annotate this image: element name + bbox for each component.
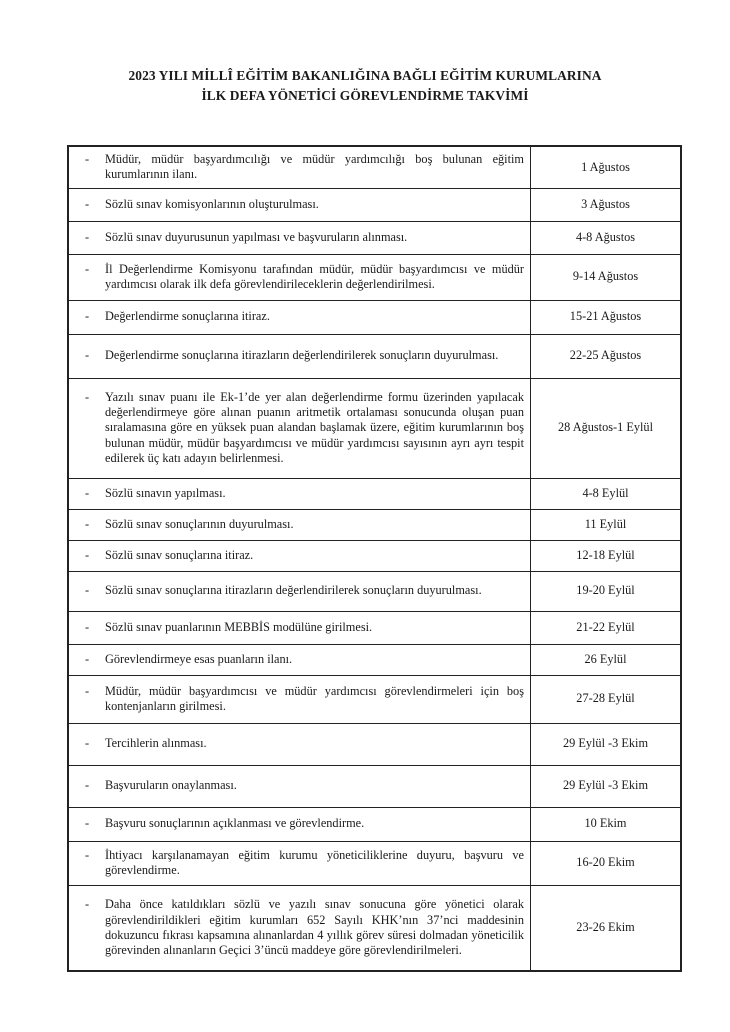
title-line-1: 2023 YILI MİLLÎ EĞİTİM BAKANLIĞINA BAĞLI EĞİTİM KURUMLARINA	[128, 68, 602, 83]
date-cell: 3 Ağustos	[531, 188, 682, 221]
activity-cell	[68, 300, 531, 334]
table-row	[68, 334, 681, 378]
activity-text: Sözlü sınav sonuçlarına itiraz.	[105, 547, 254, 562]
table-row	[68, 723, 681, 765]
activity-text: Sözlü sınav sonuçlarının duyurulması.	[105, 516, 294, 531]
activity-cell	[68, 188, 531, 221]
activity-cell	[68, 540, 531, 571]
date-cell: 9-14 Ağustos	[531, 254, 682, 300]
date-cell: 4-8 Ağustos	[531, 221, 682, 254]
table-row	[68, 807, 681, 841]
activity-cell	[68, 378, 531, 478]
table-row	[68, 378, 681, 478]
date-cell: 4-8 Eylül	[531, 478, 682, 509]
activity-text: Değerlendirme sonuçlarına itirazların değerlendirilerek sonuçların duyurulması.	[105, 348, 499, 363]
activity-cell	[68, 885, 531, 971]
activity-cell	[68, 841, 531, 885]
activity-text: İhtiyacı karşılanamayan eğitim kurumu yöneticiliklerine duyuru, başvuru ve görevlendirme.	[105, 847, 524, 878]
activity-content	[69, 543, 530, 568]
date-cell: 10 Ekim	[531, 807, 682, 841]
activity-text: Müdür, müdür başyardımcılığı ve müdür yardımcılığı boş bulunan eğitim kurumlarının ilanı.	[105, 152, 524, 182]
activity-content	[69, 225, 530, 250]
bullet-dash: -	[84, 897, 90, 912]
table-row	[68, 300, 681, 334]
activity-content	[69, 647, 530, 672]
activity-content	[69, 512, 530, 537]
bullet-dash: -	[84, 516, 90, 531]
activity-text: Sözlü sınav duyurusunun yapılması ve başvuruların alınması.	[105, 229, 408, 244]
activity-cell	[68, 478, 531, 509]
activity-text: Sözlü sınav komisyonlarının oluşturulması.	[105, 196, 319, 211]
activity-cell	[68, 644, 531, 675]
date-cell: 1 Ağustos	[531, 146, 682, 188]
activity-content	[69, 385, 530, 471]
bullet-dash: -	[84, 229, 90, 244]
bullet-dash: -	[84, 583, 90, 598]
activity-content	[69, 578, 530, 603]
bullet-dash: -	[84, 389, 90, 404]
schedule-table	[67, 145, 682, 972]
activity-text: Değerlendirme sonuçlarına itiraz.	[105, 309, 270, 324]
table-row	[68, 611, 681, 644]
activity-content	[69, 892, 530, 963]
bullet-dash: -	[84, 778, 90, 793]
activity-cell	[68, 807, 531, 841]
bullet-dash: -	[84, 547, 90, 562]
activity-text: Tercihlerin alınması.	[105, 736, 207, 751]
table-row	[68, 221, 681, 254]
table-row	[68, 509, 681, 540]
activity-text: İl Değerlendirme Komisyonu tarafından müdür, müdür başyardımcısı ve müdür yardımcısı olarak ilk defa görevlendirileceklerin değerlendirilmesi.	[105, 261, 524, 292]
table-row	[68, 254, 681, 300]
activity-text: Başvuruların onaylanması.	[105, 778, 237, 793]
table-row	[68, 841, 681, 885]
activity-text: Müdür, müdür başyardımcısı ve müdür yardımcısı görevlendirmeleri için boş kontenjanların girilmesi.	[105, 683, 524, 714]
activity-text: Daha önce katıldıkları sözlü ve yazılı sınav sonucuna göre yönetici olarak görevlendirildikleri eğitim kurumları 652 Sayılı KHK’nın 37’nci maddesinin dokuzuncu fıkrası kapsamına alınanlardan 4 yıllık görev süresi dolmadan yöneticilik görevinden alınanların Geçici 3’üncü maddeye göre görevlendirilmeleri.	[105, 897, 524, 958]
document-title	[0, 66, 730, 106]
activity-content	[69, 147, 530, 188]
date-cell: 11 Eylül	[531, 509, 682, 540]
bullet-dash: -	[84, 651, 90, 666]
activity-content	[69, 192, 530, 217]
date-cell: 26 Eylül	[531, 644, 682, 675]
table-row	[68, 478, 681, 509]
date-cell: 28 Ağustos-1 Eylül	[531, 378, 682, 478]
activity-cell	[68, 723, 531, 765]
bullet-dash: -	[84, 619, 90, 634]
date-cell: 19-20 Eylül	[531, 571, 682, 611]
bullet-dash: -	[84, 261, 90, 276]
bullet-dash: -	[84, 309, 90, 324]
activity-cell	[68, 571, 531, 611]
activity-content	[69, 731, 530, 756]
activity-cell	[68, 334, 531, 378]
date-cell: 21-22 Eylül	[531, 611, 682, 644]
bullet-dash: -	[84, 847, 90, 862]
activity-text: Başvuru sonuçlarının açıklanması ve görevlendirme.	[105, 816, 365, 831]
activity-cell	[68, 611, 531, 644]
bullet-dash: -	[84, 348, 90, 363]
activity-cell	[68, 765, 531, 807]
activity-content	[69, 615, 530, 640]
bullet-dash: -	[84, 485, 90, 500]
activity-text: Yazılı sınav puanı ile Ek-1’de yer alan değerlendirme formu üzerinden yapılacak değerlendirmeye göre alınan puanın aritmetik ortalaması sonucunda oluşan puan sıralamasına göre en yüksek puan alandan başlamak üzere, eğitim kurumlarının boş bulunan müdür, müdür başyardımcısı ve müdür yardımcısı sayısının ayrı ayrı tespit edilerek üç katı adayın belirlenmesi.	[105, 389, 524, 466]
bullet-dash: -	[84, 736, 90, 751]
activity-text: Sözlü sınav puanlarının MEBBİS modülüne girilmesi.	[105, 619, 373, 634]
date-cell: 15-21 Ağustos	[531, 300, 682, 334]
activity-text: Sözlü sınav sonuçlarına itirazların değerlendirilerek sonuçların duyurulması.	[105, 583, 482, 598]
table-row	[68, 540, 681, 571]
table-row	[68, 146, 681, 188]
date-cell: 27-28 Eylül	[531, 675, 682, 723]
activity-text: Sözlü sınavın yapılması.	[105, 485, 226, 500]
schedule-table-body	[68, 146, 681, 971]
activity-content	[69, 843, 530, 884]
title-line-2: İLK DEFA YÖNETİCİ GÖREVLENDİRME TAKVİMİ	[201, 88, 529, 103]
table-row	[68, 885, 681, 971]
activity-cell	[68, 221, 531, 254]
table-row	[68, 644, 681, 675]
activity-content	[69, 679, 530, 720]
activity-cell	[68, 675, 531, 723]
activity-content	[69, 304, 530, 329]
activity-content	[69, 811, 530, 836]
date-cell: 12-18 Eylül	[531, 540, 682, 571]
date-cell: 22-25 Ağustos	[531, 334, 682, 378]
table-row	[68, 571, 681, 611]
bullet-dash: -	[84, 196, 90, 211]
activity-text: Görevlendirmeye esas puanların ilanı.	[105, 651, 293, 666]
activity-cell	[68, 254, 531, 300]
table-row	[68, 765, 681, 807]
bullet-dash: -	[84, 683, 90, 698]
activity-content	[69, 773, 530, 798]
date-cell: 23-26 Ekim	[531, 885, 682, 971]
activity-content	[69, 257, 530, 298]
table-row	[68, 188, 681, 221]
bullet-dash: -	[84, 152, 90, 166]
activity-content	[69, 343, 530, 368]
activity-content	[69, 481, 530, 506]
activity-cell	[68, 509, 531, 540]
bullet-dash: -	[84, 816, 90, 831]
date-cell: 29 Eylül -3 Ekim	[531, 723, 682, 765]
date-cell: 16-20 Ekim	[531, 841, 682, 885]
table-row	[68, 675, 681, 723]
activity-cell	[68, 146, 531, 188]
date-cell: 29 Eylül -3 Ekim	[531, 765, 682, 807]
